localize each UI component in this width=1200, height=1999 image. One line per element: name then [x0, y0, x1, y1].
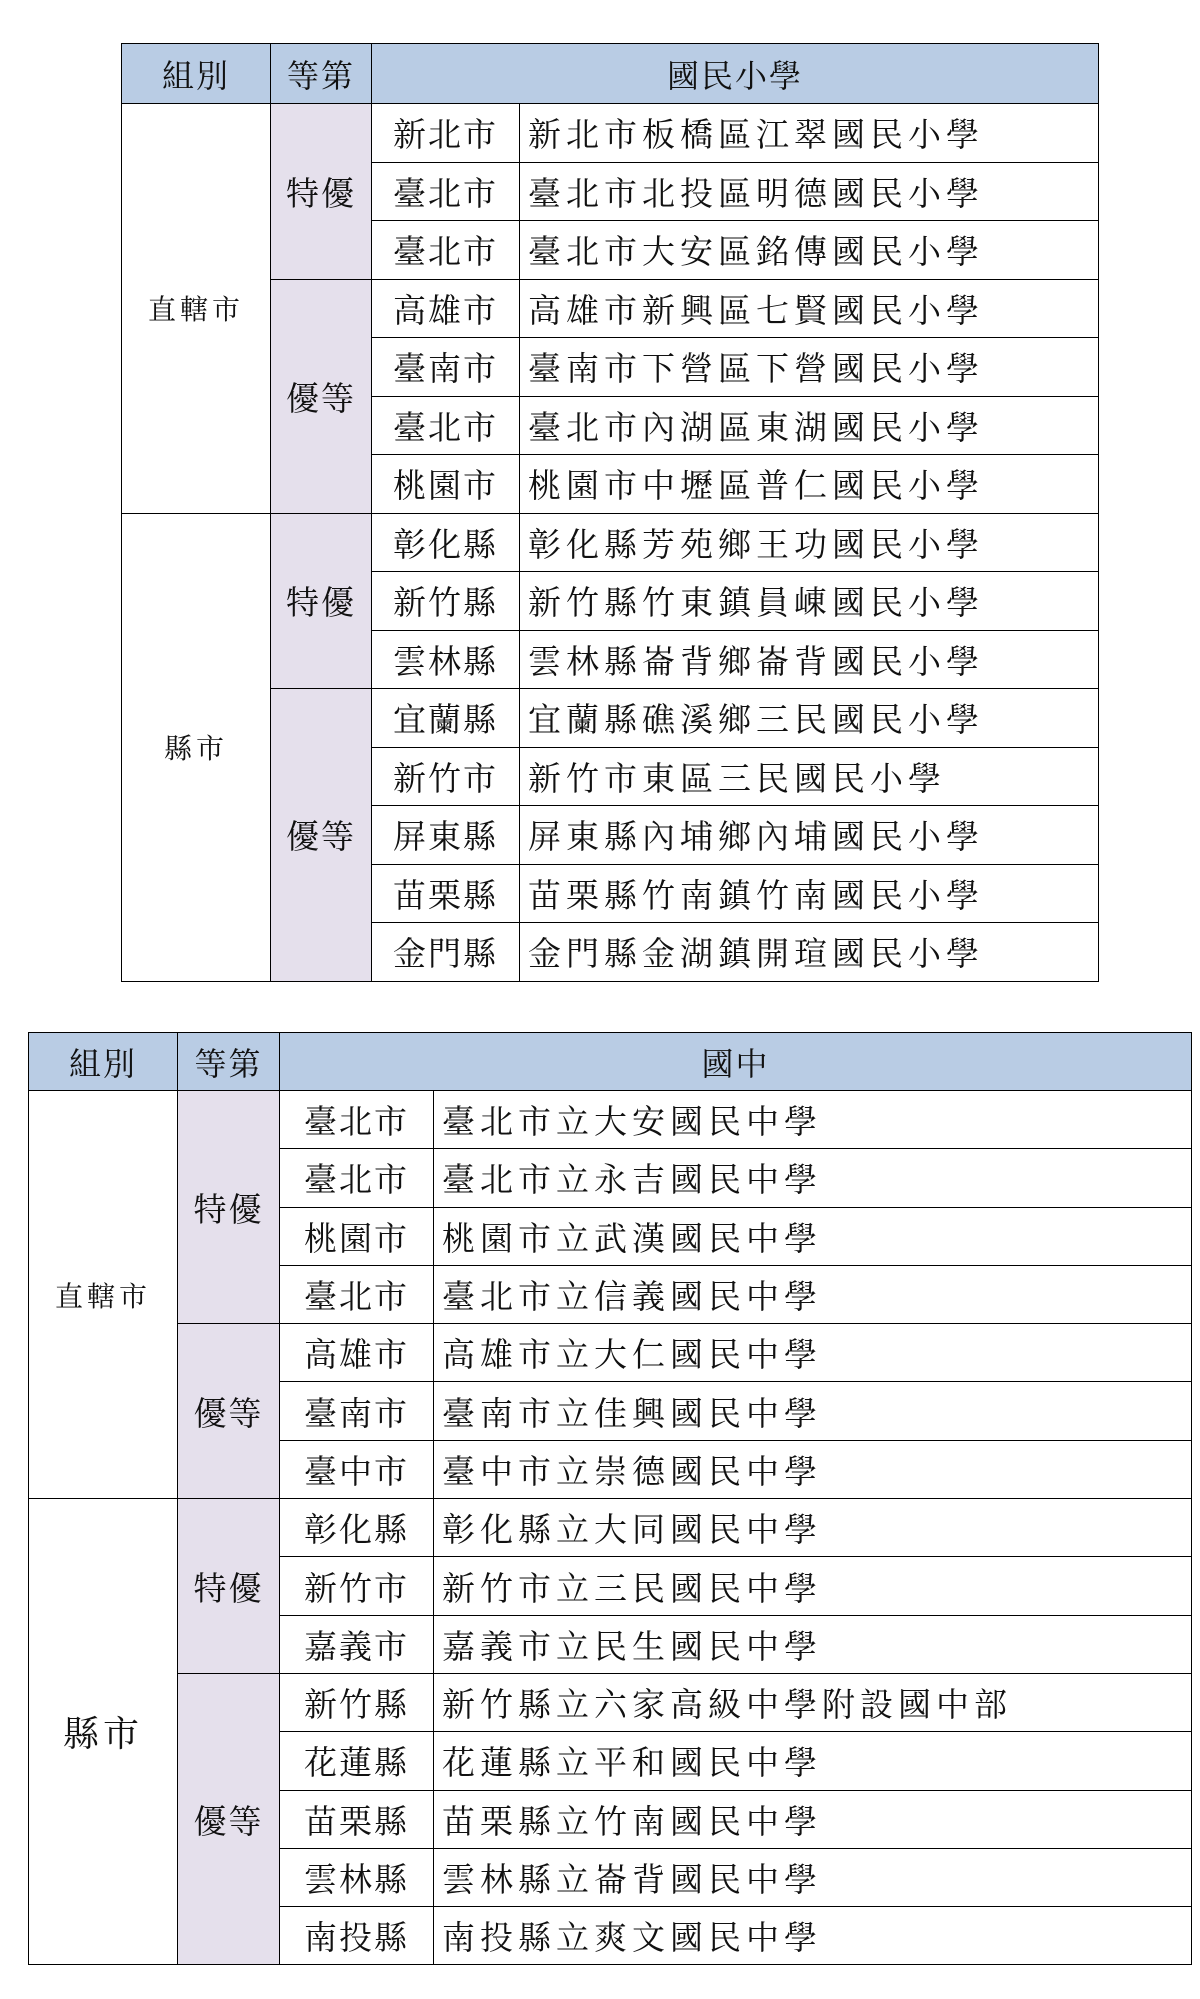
school-cell: 彰化縣芳苑鄉王功國民小學 [520, 513, 1099, 572]
city-cell: 彰化縣 [372, 513, 520, 572]
school-cell: 新北市板橋區江翠國民小學 [520, 104, 1099, 163]
city-cell: 屏東縣 [372, 806, 520, 865]
city-cell: 新竹市 [372, 747, 520, 806]
city-cell: 雲林縣 [280, 1848, 434, 1906]
school-cell: 宜蘭縣礁溪鄉三民國民小學 [520, 689, 1099, 748]
city-cell: 宜蘭縣 [372, 689, 520, 748]
school-cell: 高雄市新興區七賢國民小學 [520, 279, 1099, 338]
junior-high-table [28, 1032, 1192, 1965]
table-title: 國民小學 [372, 44, 1099, 104]
school-cell: 新竹市東區三民國民小學 [520, 747, 1099, 806]
rank-label: 特優 [271, 513, 372, 689]
city-cell: 臺北市 [280, 1265, 434, 1323]
group-label: 縣市 [29, 1499, 178, 1965]
table-row [29, 1324, 1192, 1382]
school-cell: 屏東縣內埔鄉內埔國民小學 [520, 806, 1099, 865]
city-cell: 金門縣 [372, 923, 520, 982]
city-cell: 新竹縣 [372, 572, 520, 631]
school-cell: 臺北市立永吉國民中學 [434, 1149, 1192, 1207]
group-label: 直轄市 [29, 1091, 178, 1499]
city-cell: 雲林縣 [372, 630, 520, 689]
city-cell: 新竹縣 [280, 1673, 434, 1731]
school-cell: 雲林縣崙背鄉崙背國民小學 [520, 630, 1099, 689]
school-cell: 高雄市立大仁國民中學 [434, 1324, 1192, 1382]
table-row [29, 1091, 1192, 1149]
city-cell: 臺北市 [372, 396, 520, 455]
school-cell: 南投縣立爽文國民中學 [434, 1907, 1192, 1965]
table-body [29, 1091, 1192, 1965]
table-row [29, 1499, 1192, 1557]
city-cell: 臺南市 [372, 338, 520, 397]
rank-label: 特優 [271, 104, 372, 280]
school-cell: 臺北市大安區銘傳國民小學 [520, 221, 1099, 280]
table-header-row [122, 44, 1099, 104]
group-label: 直轄市 [122, 104, 271, 514]
school-cell: 彰化縣立大同國民中學 [434, 1499, 1192, 1557]
rank-label: 特優 [178, 1091, 280, 1324]
rank-label: 優等 [178, 1324, 280, 1499]
table-body [122, 104, 1099, 982]
school-cell: 苗栗縣立竹南國民中學 [434, 1790, 1192, 1848]
school-cell: 金門縣金湖鎮開瑄國民小學 [520, 923, 1099, 982]
rank-header: 等第 [178, 1033, 280, 1091]
school-cell: 臺南市立佳興國民中學 [434, 1382, 1192, 1440]
city-cell: 苗栗縣 [280, 1790, 434, 1848]
city-cell: 臺北市 [280, 1091, 434, 1149]
table-row [29, 1673, 1192, 1731]
group-header: 組別 [29, 1033, 178, 1091]
school-cell: 臺北市立信義國民中學 [434, 1265, 1192, 1323]
city-cell: 臺中市 [280, 1440, 434, 1498]
school-cell: 花蓮縣立平和國民中學 [434, 1732, 1192, 1790]
city-cell: 苗栗縣 [372, 864, 520, 923]
rank-label: 優等 [178, 1673, 280, 1964]
table-row [122, 513, 1099, 572]
school-cell: 新竹縣竹東鎮員崠國民小學 [520, 572, 1099, 631]
rank-label: 優等 [271, 279, 372, 513]
city-cell: 新竹市 [280, 1557, 434, 1615]
group-label: 縣市 [122, 513, 271, 981]
school-cell: 臺北市內湖區東湖國民小學 [520, 396, 1099, 455]
city-cell: 桃園市 [280, 1207, 434, 1265]
school-cell: 新竹縣立六家高級中學附設國中部 [434, 1673, 1192, 1731]
city-cell: 嘉義市 [280, 1615, 434, 1673]
rank-label: 特優 [178, 1499, 280, 1674]
rank-header: 等第 [271, 44, 372, 104]
school-cell: 臺北市立大安國民中學 [434, 1091, 1192, 1149]
school-cell: 臺北市北投區明德國民小學 [520, 162, 1099, 221]
elementary-school-table [121, 43, 1099, 982]
city-cell: 桃園市 [372, 455, 520, 514]
city-cell: 新北市 [372, 104, 520, 163]
school-cell: 苗栗縣竹南鎮竹南國民小學 [520, 864, 1099, 923]
city-cell: 臺南市 [280, 1382, 434, 1440]
school-cell: 桃園市立武漢國民中學 [434, 1207, 1192, 1265]
school-cell: 新竹市立三民國民中學 [434, 1557, 1192, 1615]
school-cell: 雲林縣立崙背國民中學 [434, 1848, 1192, 1906]
city-cell: 高雄市 [372, 279, 520, 338]
table-row [122, 104, 1099, 163]
city-cell: 彰化縣 [280, 1499, 434, 1557]
city-cell: 臺北市 [280, 1149, 434, 1207]
city-cell: 高雄市 [280, 1324, 434, 1382]
group-header: 組別 [122, 44, 271, 104]
city-cell: 臺北市 [372, 221, 520, 280]
city-cell: 花蓮縣 [280, 1732, 434, 1790]
school-cell: 桃園市中壢區普仁國民小學 [520, 455, 1099, 514]
table-title: 國中 [280, 1033, 1192, 1091]
school-cell: 臺中市立崇德國民中學 [434, 1440, 1192, 1498]
school-cell: 嘉義市立民生國民中學 [434, 1615, 1192, 1673]
city-cell: 南投縣 [280, 1907, 434, 1965]
school-cell: 臺南市下營區下營國民小學 [520, 338, 1099, 397]
rank-label: 優等 [271, 689, 372, 982]
table-header-row [29, 1033, 1192, 1091]
city-cell: 臺北市 [372, 162, 520, 221]
